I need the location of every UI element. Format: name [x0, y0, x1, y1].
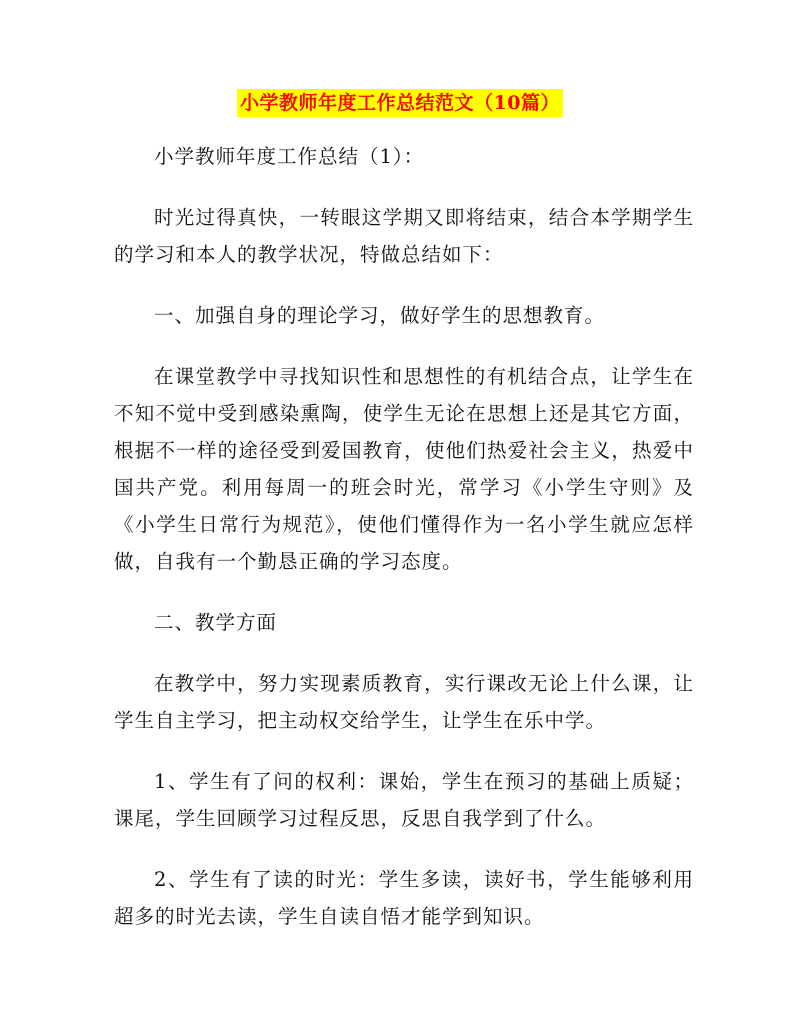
paragraph-point-1: 1、学生有了问的权利：课始，学生在预习的基础上质疑；课尾，学生回顾学习过程反思，反思自我学到了什么。 [114, 770, 694, 830]
paragraph-thought-education: 在课堂教学中寻找知识性和思想性的有机结合点，让学生在不知不觉中受到感染熏陶，使学生无论在思想上还是其它方面，根据不一样的途径受到爱国教育，使他们热爱社会主义，热爱中国共产党。利用每周一的班会时光，常学习《小学生守则》及《小学生日常行为规范》，使他们懂得作为一名小学生就应怎样做，自我有一个勤恳正确的学习态度。 [114, 365, 694, 573]
paragraph-teaching: 在教学中，努力实现素质教育，实行课改无论上什么课，让学生自主学习，把主动权交给学生，让学生在乐中学。 [114, 672, 694, 732]
paragraph-point-2: 2、学生有了读的时光：学生多读，读好书，学生能够利用超多的时光去读，学生自读自悟才能学到知识。 [114, 868, 694, 928]
section-heading-1: 一、加强自身的理论学习，做好学生的思想教育。 [154, 304, 606, 327]
title-wrap [0, 89, 800, 117]
document-body [114, 138, 694, 959]
paragraph-intro: 时光过得真快，一转眼这学期又即将结束，结合本学期学生的学习和本人的教学状况，特做总结如下： [114, 206, 694, 266]
document-title: 小学教师年度工作总结范文（10篇） [237, 89, 563, 117]
section-heading-2: 二、教学方面 [154, 611, 278, 634]
section-subtitle: 小学教师年度工作总结（1）： [154, 145, 425, 168]
